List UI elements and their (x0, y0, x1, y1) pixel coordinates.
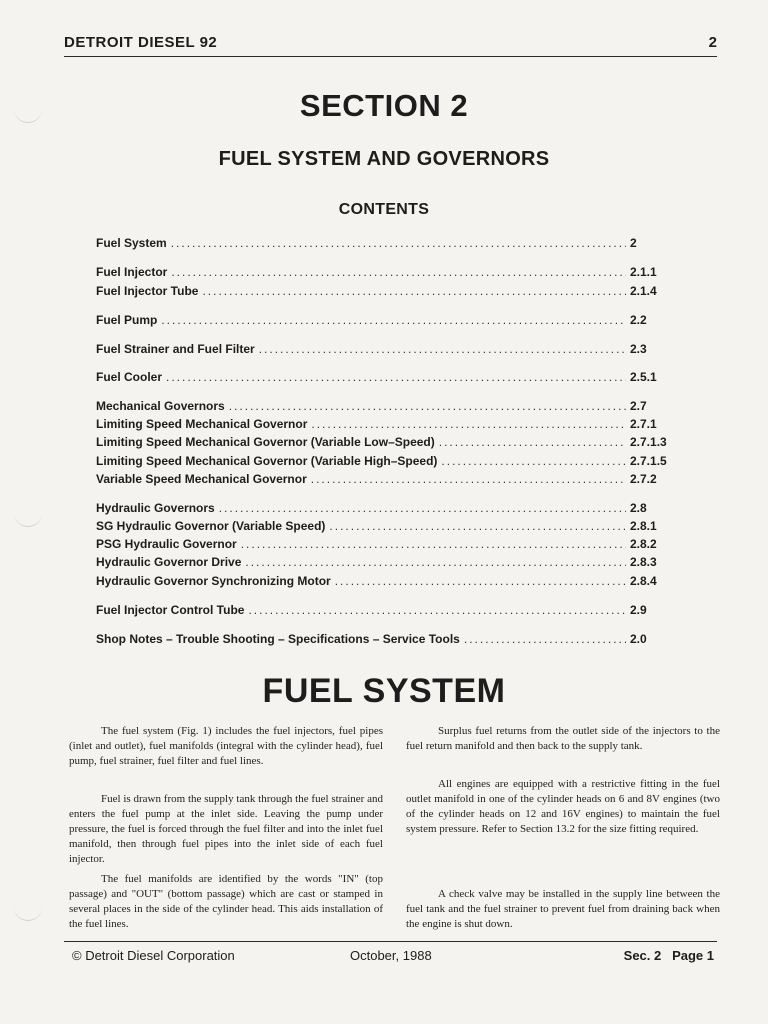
toc-label: Limiting Speed Mechanical Governor (Variable High–Speed) (96, 454, 438, 468)
toc-page: 2.8.4 (630, 574, 657, 588)
toc-label: Shop Notes – Trouble Shooting – Specifications – Service Tools (96, 632, 460, 646)
toc-entry[interactable] (96, 574, 676, 592)
toc-label: Limiting Speed Mechanical Governor (Variable Low–Speed) (96, 435, 435, 449)
manual-title: DETROIT DIESEL 92 (64, 34, 218, 51)
toc-page: 2.7.1.3 (630, 435, 667, 449)
body-paragraph: A check valve may be installed in the supply line between the fuel tank and the fuel strainer to prevent fuel from draining back when the engine is shut down. (406, 888, 720, 930)
toc-label: Hydraulic Governor Drive (96, 555, 242, 569)
toc-leader (464, 632, 626, 646)
toc-page: 2.3 (630, 342, 647, 356)
toc-page: 2.8.3 (630, 555, 657, 569)
toc-page: 2.7 (630, 399, 647, 413)
toc-leader (241, 537, 626, 551)
section-number: 2 (708, 34, 717, 51)
toc-page: 2.8.1 (630, 519, 657, 533)
toc-label: Fuel Injector (96, 265, 168, 279)
toc-entry[interactable] (96, 632, 676, 650)
toc-leader (311, 417, 626, 431)
toc-entry[interactable] (96, 417, 676, 435)
toc-entry[interactable] (96, 313, 676, 331)
page-header (64, 34, 717, 56)
toc-entry[interactable] (96, 435, 676, 453)
fuel-system-heading: FUEL SYSTEM (262, 672, 506, 710)
toc-page: 2.7.1 (630, 417, 657, 431)
toc-leader (245, 555, 626, 569)
header-rule (64, 56, 717, 57)
toc-label: Fuel Injector Tube (96, 284, 199, 298)
toc-entry[interactable] (96, 454, 676, 472)
toc-entry[interactable] (96, 236, 676, 254)
toc-leader (335, 574, 626, 588)
toc-page: 2.8 (630, 501, 647, 515)
toc-entry[interactable] (96, 555, 676, 573)
toc-entry[interactable] (96, 501, 676, 519)
toc-page: 2.1.1 (630, 265, 657, 279)
binder-hole-mark (14, 906, 42, 921)
body-column-right (406, 724, 720, 939)
toc-page: 2.5.1 (630, 370, 657, 384)
toc-label: Hydraulic Governors (96, 501, 215, 515)
body-paragraph: Fuel is drawn from the supply tank through the fuel strainer and enters the fuel pump at the inlet side. Leaving the pump under pressure, the fuel is forced through the fuel filter and into the inlet fuel manifold, then through fuel pipes into the inlet side of each fuel injector. (69, 793, 383, 865)
toc-leader (166, 370, 626, 384)
toc-label: SG Hydraulic Governor (Variable Speed) (96, 519, 326, 533)
footer-rule (64, 941, 717, 942)
toc-leader (248, 603, 626, 617)
toc-leader (161, 313, 626, 327)
toc-entry[interactable] (96, 399, 676, 417)
footer-date: October, 1988 (350, 948, 432, 963)
toc-label: Fuel System (96, 236, 167, 250)
toc-label: Fuel Strainer and Fuel Filter (96, 342, 255, 356)
toc-entry[interactable] (96, 265, 676, 283)
toc-page: 2.2 (630, 313, 647, 327)
toc-label: Fuel Injector Control Tube (96, 603, 245, 617)
contents-heading: CONTENTS (338, 201, 430, 218)
footer-copyright: © Detroit Diesel Corporation (72, 948, 235, 963)
toc-leader (311, 472, 626, 486)
toc-entry[interactable] (96, 370, 676, 388)
toc-entry[interactable] (96, 603, 676, 621)
toc-page: 2.9 (630, 603, 647, 617)
toc-entry[interactable] (96, 519, 676, 537)
toc-leader (259, 342, 626, 356)
toc-leader (171, 265, 626, 279)
section-subtitle: FUEL SYSTEM AND GOVERNORS (218, 148, 550, 170)
toc-leader (229, 399, 626, 413)
toc-leader (439, 435, 626, 449)
toc-page: 2.8.2 (630, 537, 657, 551)
binder-hole-mark (14, 512, 42, 527)
toc-entry[interactable] (96, 537, 676, 555)
toc-leader (441, 454, 626, 468)
toc-leader (202, 284, 626, 298)
toc-entry[interactable] (96, 342, 676, 360)
toc-page: 2.7.2 (630, 472, 657, 486)
body-paragraph: The fuel manifolds are identified by the words "IN" (top passage) and "OUT" (bottom passage) which are cast or stamped in several places in the side of the cylinder head. This aids installation of the fuel lines. (69, 873, 383, 930)
toc-leader (171, 236, 626, 250)
toc-leader (329, 519, 626, 533)
toc-leader (219, 501, 626, 515)
toc-label: Variable Speed Mechanical Governor (96, 472, 307, 486)
toc-entry[interactable] (96, 472, 676, 490)
body-paragraph: The fuel system (Fig. 1) includes the fuel injectors, fuel pipes (inlet and outlet), fuel manifolds (integral with the cylinder head), fuel pump, fuel strainer, fuel filter and fuel lines. (69, 725, 383, 767)
toc-page: 2.7.1.5 (630, 454, 667, 468)
toc-label: Fuel Cooler (96, 370, 163, 384)
body-paragraph: Surplus fuel returns from the outlet side of the injectors to the fuel return manifold and then back to the supply tank. (406, 725, 720, 752)
toc-label: Hydraulic Governor Synchronizing Motor (96, 574, 331, 588)
toc-page: 2.0 (630, 632, 647, 646)
toc-page: 2.1.4 (630, 284, 657, 298)
toc-label: PSG Hydraulic Governor (96, 537, 237, 551)
toc-entry[interactable] (96, 284, 676, 302)
body-column-left (69, 724, 383, 939)
toc-label: Limiting Speed Mechanical Governor (96, 417, 308, 431)
footer-page-ref: Sec. 2 Page 1 (623, 948, 714, 963)
toc-label: Fuel Pump (96, 313, 158, 327)
toc-label: Mechanical Governors (96, 399, 225, 413)
body-paragraph: All engines are equipped with a restrictive fitting in the fuel outlet manifold in one of the cylinder heads on 6 and 8V engines (two of the cylinder heads on 12 and 16V engines) to maintain the fuel system pressure. Refer to Section 13.2 for the size fitting required. (406, 778, 720, 835)
section-title: SECTION 2 (299, 88, 469, 123)
toc-page: 2 (630, 236, 637, 250)
